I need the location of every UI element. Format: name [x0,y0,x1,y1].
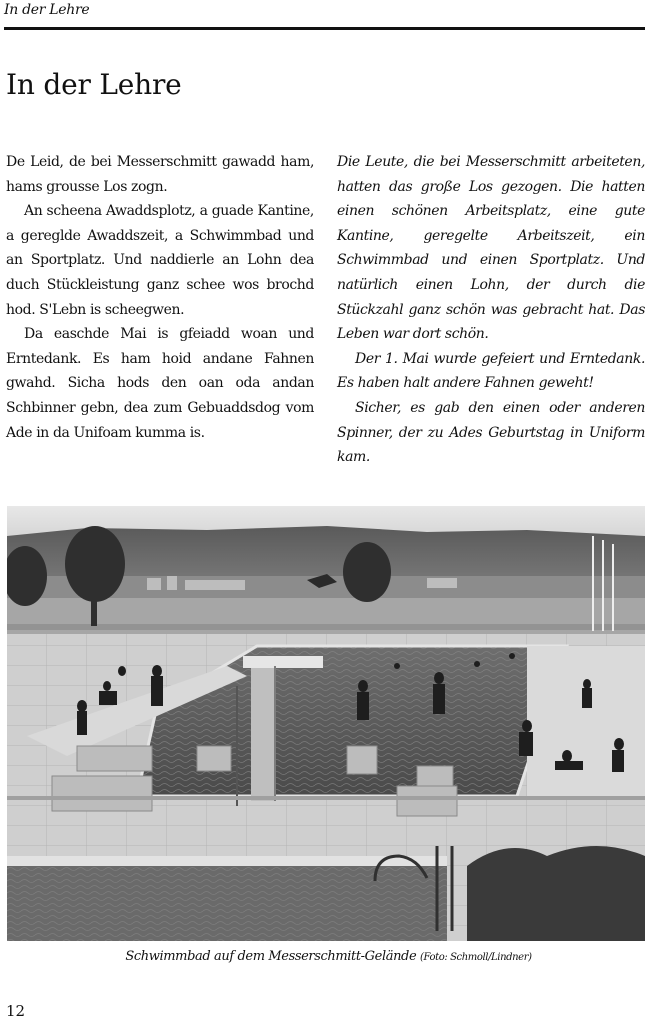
dialect-paragraph-1: De Leid, de bei Messerschmitt gawadd ham, hams grousse Los zogn. [6,154,314,195]
dialect-paragraph-2: An scheena Awaddsplotz, a guade Kantine, a gereglde Awaddszeit, a Schwimmbad und an Sportplatz. Und naddierle an Lohn dea duch Stückleistung ganz schee wos brochd hod. S'Lebn is scheegwen. [6,203,314,318]
photo-caption [0,949,657,964]
caption-text: Schwimmbad auf dem Messerschmitt-Gelände [125,949,417,964]
dialect-text-column [6,150,314,445]
swimming-pool-photo [7,506,645,941]
standard-german-text-column [337,150,645,470]
header-rule [4,27,645,30]
standard-paragraph-2: Der 1. Mai wurde gefeiert und Erntedank. Es haben halt andere Fahnen geweht! [337,350,645,392]
photo-credit: (Foto: Schmoll/Lindner) [420,952,532,963]
standard-paragraph-1: Die Leute, die bei Messerschmitt arbeiteten, hatten das große Los gezogen. Die hatten einen schönen Arbeitsplatz, eine gute Kantine, geregelte Arbeitszeit, ein Schwimmbad und einen Sportplatz. Und natürlich einen Lohn, der durch die Stückzahl ganz schön was gebracht hat. Das Leben war dort schön. [337,154,645,343]
page-title: In der Lehre [6,68,182,101]
page-number: 12 [6,1002,26,1020]
standard-paragraph-3: Sicher, es gab den einen oder anderen Spinner, der zu Ades Geburtstag in Uniform kam. [337,399,645,466]
running-header-title: In der Lehre [4,2,90,18]
dialect-paragraph-3: Da easchde Mai is gfeiadd woan und Erntedank. Es ham hoid andane Fahnen gwahd. Sicha hods den oan oda andan Schbinner gebn, dea zum Gebuaddsdog vom Ade in da Unifoam kumma is. [6,326,314,441]
